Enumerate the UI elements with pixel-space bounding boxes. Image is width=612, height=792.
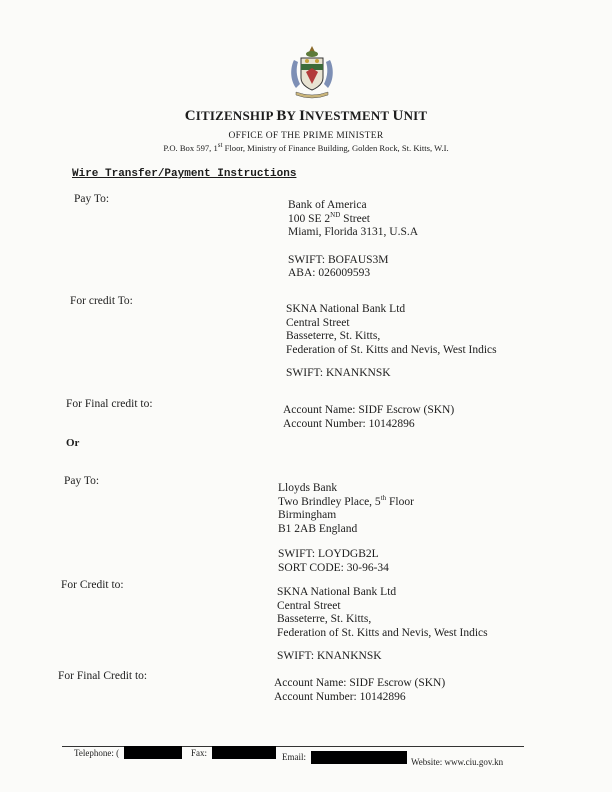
bank-city-2: Birmingham xyxy=(278,509,337,521)
office-subtitle: OFFICE OF THE PRIME MINISTER xyxy=(228,131,384,141)
credit-swift-2: SWIFT: KNANKNSK xyxy=(277,650,382,662)
office-address: P.O. Box 597, 1st Floor, Ministry of Finance Building, Golden Rock, St. Kitts, W.I. xyxy=(163,141,449,153)
account-name: Account Name: SIDF Escrow (SKN) xyxy=(283,404,455,416)
coat-of-arms-seal xyxy=(284,44,340,100)
credit-swift: SWIFT: KNANKNSK xyxy=(286,367,391,379)
credit-city: Basseterre, St. Kitts, xyxy=(286,330,381,342)
lloyds-block xyxy=(278,482,414,575)
account-name-2: Account Name: SIDF Escrow (SKN) xyxy=(274,677,446,689)
credit-country: Federation of St. Kitts and Nevis, West Indics xyxy=(286,343,497,356)
bank-swift: SWIFT: BOFAUS3M xyxy=(288,253,389,266)
final-credit-label-2: For Final Credit to: xyxy=(58,670,148,682)
redacted-fax xyxy=(212,746,276,759)
pay-to-label: Pay To: xyxy=(74,193,110,205)
skna-credit-block-2 xyxy=(277,586,488,664)
or-separator: Or xyxy=(66,437,80,449)
bank-postcode-2: B1 2AB England xyxy=(278,522,358,535)
footer-email: Email: xyxy=(282,752,306,762)
credit-to-label: For credit To: xyxy=(70,295,133,307)
account-number: Account Number: 10142896 xyxy=(283,417,415,430)
account-number-2: Account Number: 10142896 xyxy=(274,690,406,703)
bank-aba: ABA: 026009593 xyxy=(288,267,371,279)
redacted-telephone xyxy=(124,746,182,759)
bank-street-2: Two Brindley Place, 5th Floor xyxy=(278,493,414,508)
final-account-block-2 xyxy=(274,677,445,704)
bank-name-2: Lloyds Bank xyxy=(278,482,338,494)
credit-street-2: Central Street xyxy=(277,599,341,612)
footer-telephone: Telephone: ( xyxy=(74,748,120,758)
bank-street: 100 SE 2ND Street xyxy=(288,210,370,225)
section-title: Wire Transfer/Payment Instructions xyxy=(72,168,297,180)
pay-to-label-2: Pay To: xyxy=(64,475,100,487)
bank-city: Miami, Florida 3131, U.S.A xyxy=(288,226,419,238)
final-account-block xyxy=(283,404,454,431)
bank-swift-2: SWIFT: LOYDGB2L xyxy=(278,548,379,560)
skna-credit-block xyxy=(286,303,497,381)
bank-of-america-block xyxy=(288,199,418,281)
footer-website: Website: www.ciu.gov.kn xyxy=(411,757,504,767)
credit-city-2: Basseterre, St. Kitts, xyxy=(277,613,372,625)
credit-bank-2: SKNA National Bank Ltd xyxy=(277,586,397,598)
credit-to-label-2: For Credit to: xyxy=(61,579,124,591)
bank-sortcode-2: SORT CODE: 30-96-34 xyxy=(278,561,389,574)
credit-bank: SKNA National Bank Ltd xyxy=(286,303,406,315)
final-credit-label: For Final credit to: xyxy=(66,398,153,410)
credit-street: Central Street xyxy=(286,316,350,329)
bank-name: Bank of America xyxy=(288,199,367,211)
footer-fax: Fax: xyxy=(191,748,208,758)
unit-title: CITIZENSHIP BY INVESTMENT UNIT xyxy=(184,108,428,124)
redacted-email xyxy=(311,751,407,764)
credit-country-2: Federation of St. Kitts and Nevis, West Indics xyxy=(277,626,488,639)
